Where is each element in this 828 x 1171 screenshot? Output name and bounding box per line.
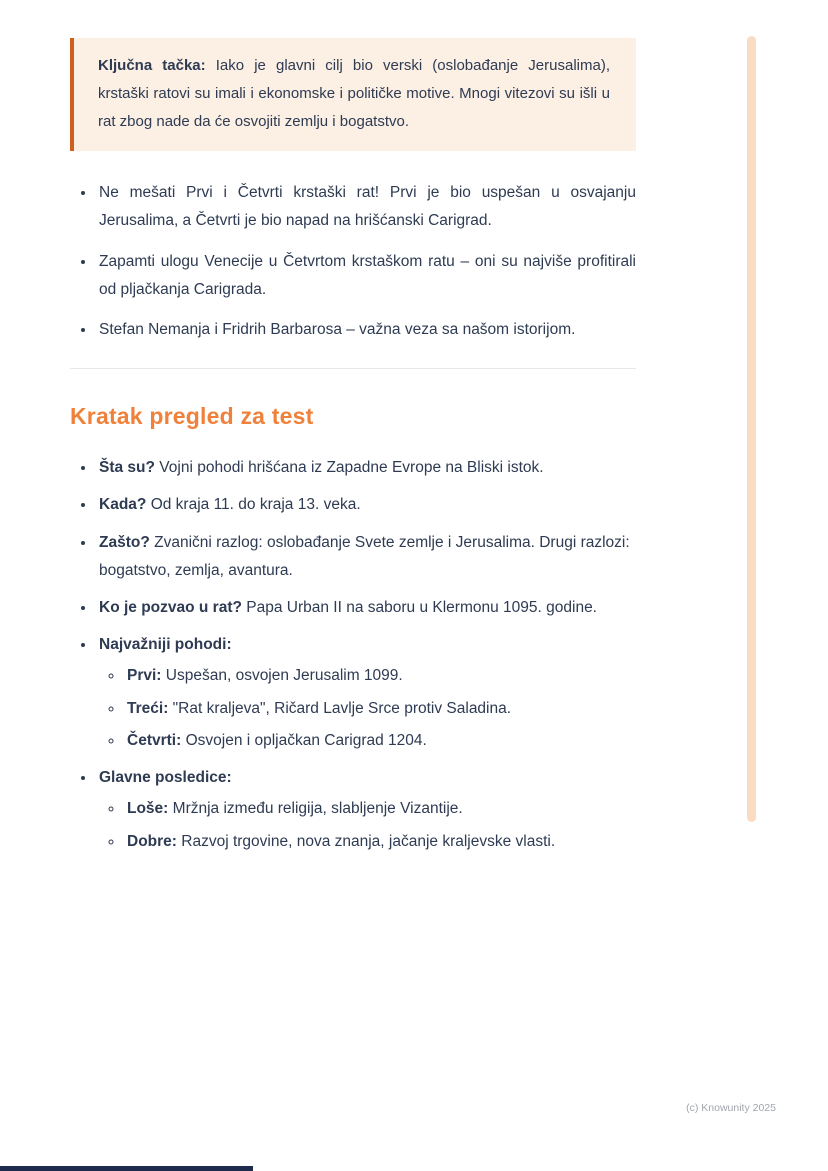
list-item-label: Kada? — [99, 496, 147, 514]
document-content — [70, 38, 636, 865]
list-item-text: Od kraja 11. do kraja 13. veka. — [150, 496, 361, 514]
callout-label: Ključna tačka: — [98, 57, 206, 74]
key-point-callout — [70, 38, 636, 151]
list-item-text: Zvanični razlog: oslobađanje Svete zemlje i Jerusalima. Drugi razlozi: bogatstvo, zemlja, avantura. — [99, 533, 630, 579]
list-item-label: Najvažniji pohodi: — [99, 636, 232, 654]
list-item-label: Prvi: — [127, 667, 162, 685]
list-item-label: Šta su? — [99, 459, 155, 477]
summary-list — [70, 454, 636, 855]
callout-text: Iako je glavni cilj bio verski (oslobađanje Jerusalima), krstaški ratovi su imali i ekonomske i političke motive. Mnogi vitezovi su išli u rat zbog nade da će osvojiti zemlju i bogatstvo. — [98, 57, 610, 130]
list-item — [96, 594, 636, 622]
list-item-label: Zašto? — [99, 533, 150, 551]
list-item-text: Ne mešati Prvi i Četvrti krstaški rat! Prvi je bio uspešan u osvajanju Jerusalima, a Četvrti je bio napad na hrišćanski Carigrad. — [99, 184, 636, 230]
sub-list — [99, 795, 636, 855]
list-item-text: Stefan Nemanja i Fridrih Barbarosa – važna veza sa našom istorijom. — [99, 321, 576, 339]
list-item-label: Glavne posledice: — [99, 769, 232, 787]
page-edge-decoration-bar — [747, 36, 756, 822]
list-item — [96, 764, 636, 856]
list-item — [96, 454, 636, 482]
list-item — [124, 828, 636, 856]
list-item-label: Ko je pozvao u rat? — [99, 599, 242, 617]
list-item-label: Četvrti: — [127, 731, 182, 749]
section-heading: Kratak pregled za test — [70, 403, 314, 430]
list-item — [124, 662, 636, 690]
section-divider — [70, 368, 636, 369]
list-item — [96, 631, 636, 755]
list-item-label: Loše: — [127, 800, 169, 818]
list-item-text: "Rat kraljeva", Ričard Lavlje Srce protiv Saladina. — [172, 699, 512, 717]
list-item-label: Treći: — [127, 699, 169, 717]
list-item — [124, 727, 636, 755]
list-item — [96, 491, 636, 519]
callout-paragraph — [98, 52, 610, 135]
list-item-text: Osvojen i opljačkan Carigrad 1204. — [185, 731, 427, 749]
list-item — [124, 795, 636, 823]
list-item — [96, 529, 636, 585]
list-item-text: Uspešan, osvojen Jerusalim 1099. — [165, 667, 403, 685]
list-item — [96, 179, 636, 235]
next-page-edge-strip — [0, 1166, 253, 1171]
notes-list — [70, 179, 636, 344]
sub-list — [99, 662, 636, 755]
list-item-text: Vojni pohodi hrišćana iz Zapadne Evrope na Bliski istok. — [159, 459, 544, 477]
copyright-footer: (c) Knowunity 2025 — [686, 1102, 776, 1114]
list-item-text: Papa Urban II na saboru u Klermonu 1095. godine. — [246, 599, 597, 617]
list-item-text: Mržnja između religija, slabljenje Vizantije. — [172, 800, 463, 818]
list-item — [96, 316, 636, 344]
list-item-text: Razvoj trgovine, nova znanja, jačanje kraljevske vlasti. — [181, 832, 556, 850]
list-item-text: Zapamti ulogu Venecije u Četvrtom krstaškom ratu – oni su najviše profitirali od pljačkanja Carigrada. — [99, 252, 636, 298]
list-item — [96, 248, 636, 304]
list-item — [124, 695, 636, 723]
list-item-label: Dobre: — [127, 832, 177, 850]
